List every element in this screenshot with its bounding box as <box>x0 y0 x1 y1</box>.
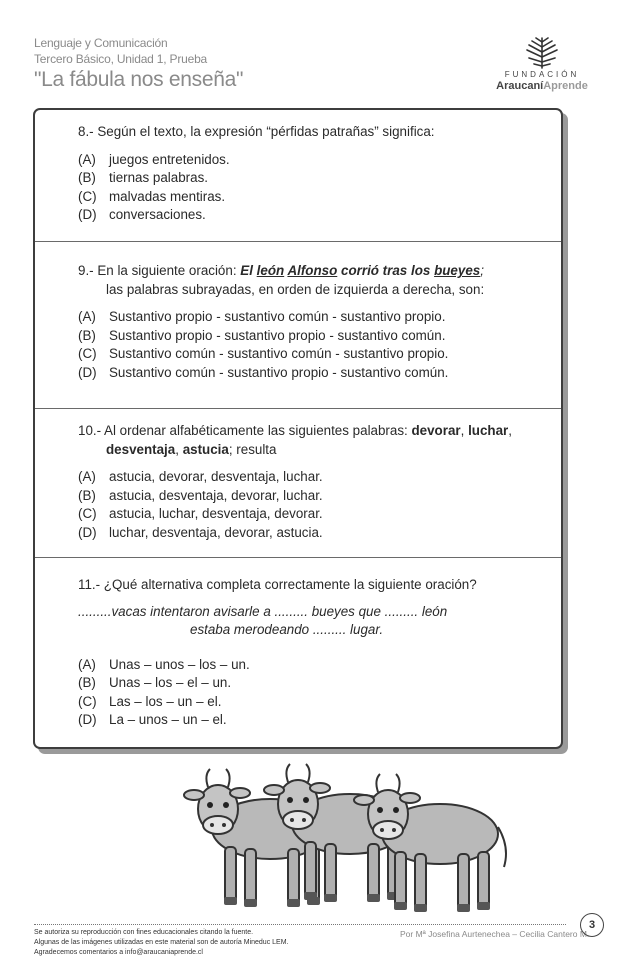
option-text: conversaciones. <box>109 207 206 222</box>
option-letter: (B) <box>78 675 96 690</box>
word-alfonso-underlined: Alfonso <box>287 263 338 278</box>
page-number: 3 <box>580 913 604 937</box>
comma: , <box>460 423 469 438</box>
footer-note-1: Se autoriza su reproducción con fines educacionales citando la fuente. <box>34 929 254 936</box>
logo-fundacion-text: FUNDACIÓN <box>504 70 580 79</box>
comma: , <box>175 441 183 457</box>
word-devorar: devorar <box>411 423 461 438</box>
option-text: juegos entretenidos. <box>109 151 230 167</box>
footer-divider <box>34 924 566 925</box>
option-letter: (B) <box>78 487 96 503</box>
unit-label: Tercero Básico, Unidad 1, Prueba <box>34 52 208 66</box>
option-letter: (A) <box>78 151 96 167</box>
question-9 <box>78 262 558 382</box>
question-9-stem <box>78 262 558 281</box>
question-8-option-c[interactable] <box>78 188 558 207</box>
question-9-option-d[interactable] <box>78 364 558 383</box>
option-text: luchar, desventaja, devorar, astucia. <box>109 524 323 540</box>
option-letter: (D) <box>78 524 97 540</box>
option-text: astucia, luchar, desventaja, devorar. <box>109 506 323 521</box>
separator <box>35 408 561 409</box>
logo-name-bold: Araucaní <box>496 80 544 92</box>
question-box <box>33 108 563 749</box>
logo-name-light: Aprende <box>543 80 588 92</box>
question-9-option-a[interactable] <box>78 308 558 327</box>
word-desventaja: desventaja <box>106 441 176 457</box>
question-9-stem-line2: las palabras subrayadas, en orden de izquierda a derecha, son: <box>106 281 485 297</box>
question-10-option-c[interactable] <box>78 505 558 524</box>
option-letter: (D) <box>78 364 97 380</box>
option-letter: (B) <box>78 170 96 185</box>
footer-author: Por Mª Josefina Aurtenechea – Cecilia Cantero M. <box>400 929 590 939</box>
question-11-option-d[interactable] <box>78 711 558 730</box>
option-letter: (C) <box>78 188 97 204</box>
question-11 <box>78 576 558 730</box>
logo-name-text <box>478 80 606 92</box>
question-11-sentence-line2: estaba merodeando ......... lugar. <box>190 622 384 637</box>
word-corrio-tras-los: corrió tras los <box>341 263 431 278</box>
option-letter: (A) <box>78 469 96 484</box>
semicolon: ; <box>480 263 484 278</box>
option-text: Sustantivo común - sustantivo común - sustantivo propio. <box>109 346 449 361</box>
option-letter: (C) <box>78 346 97 361</box>
word-bueyes-underlined: bueyes <box>434 263 481 278</box>
question-9-option-c[interactable] <box>78 345 558 364</box>
stem-text: 9.- En la siguiente oración: <box>78 263 241 278</box>
option-text: Unas – unos – los – un. <box>109 656 250 672</box>
question-11-option-b[interactable] <box>78 674 558 693</box>
footer-note-2: Algunas de las imágenes utilizadas en este material son de autoría Mineduc LEM. <box>34 939 289 946</box>
question-10-stem-line2 <box>78 441 558 460</box>
option-text: malvadas mentiras. <box>109 188 226 204</box>
footer-notes <box>34 928 288 958</box>
question-8-option-d[interactable] <box>78 206 558 225</box>
option-text: tiernas palabras. <box>109 170 208 185</box>
question-8-option-b[interactable] <box>78 169 558 188</box>
option-letter: (C) <box>78 693 97 709</box>
question-11-option-a[interactable] <box>78 656 558 675</box>
option-text: Sustantivo común - sustantivo propio - sustantivo común. <box>109 364 449 380</box>
stem-suffix: ; resulta <box>228 441 277 457</box>
question-10-stem <box>78 422 558 441</box>
question-8-stem: 8.- Según el texto, la expresión “pérfidas patrañas” significa: <box>78 124 435 139</box>
page-title: "La fábula nos enseña" <box>34 68 244 91</box>
footer-note-3: Agradecemos comentarios a info@araucaniaprende.cl <box>34 949 203 956</box>
word-luchar: luchar <box>468 423 509 438</box>
question-11-stem: 11.- ¿Qué alternativa completa correctamente la siguiente oración? <box>78 577 477 592</box>
option-text: astucia, devorar, desventaja, luchar. <box>109 469 323 484</box>
question-8 <box>78 123 558 225</box>
option-text: La – unos – un – el. <box>109 712 227 727</box>
question-10-option-d[interactable] <box>78 524 558 543</box>
word-el: El <box>240 263 253 278</box>
cows-illustration <box>150 762 520 912</box>
subject-label: Lenguaje y Comunicación <box>34 36 168 50</box>
word-astucia: astucia <box>182 441 229 457</box>
question-10-option-b[interactable] <box>78 487 558 506</box>
comma: , <box>508 423 512 438</box>
option-text: Las – los – un – el. <box>109 693 222 709</box>
option-text: Unas – los – el – un. <box>109 675 232 690</box>
question-11-option-c[interactable] <box>78 693 558 712</box>
question-11-sentence-line1: .........vacas intentaron avisarle a ......... bueyes que ......... león <box>78 603 448 619</box>
question-8-option-a[interactable] <box>78 151 558 170</box>
option-letter: (B) <box>78 327 96 343</box>
tree-logo-icon <box>478 36 606 70</box>
stem-text: 10.- Al ordenar alfabéticamente las siguientes palabras: <box>78 423 412 438</box>
option-letter: (D) <box>78 207 97 222</box>
option-letter: (A) <box>78 656 96 672</box>
word-leon-underlined: león <box>256 263 285 278</box>
separator <box>35 241 561 242</box>
option-letter: (A) <box>78 309 96 324</box>
separator <box>35 557 561 558</box>
option-letter: (C) <box>78 506 97 521</box>
option-text: Sustantivo propio - sustantivo común - sustantivo propio. <box>109 309 446 324</box>
question-10-option-a[interactable] <box>78 468 558 487</box>
question-10 <box>78 422 558 542</box>
option-text: Sustantivo propio - sustantivo propio - sustantivo común. <box>109 327 446 343</box>
option-text: astucia, desventaja, devorar, luchar. <box>109 487 323 503</box>
option-letter: (D) <box>78 712 97 727</box>
question-9-option-b[interactable] <box>78 327 558 346</box>
fundacion-logo <box>478 36 606 100</box>
